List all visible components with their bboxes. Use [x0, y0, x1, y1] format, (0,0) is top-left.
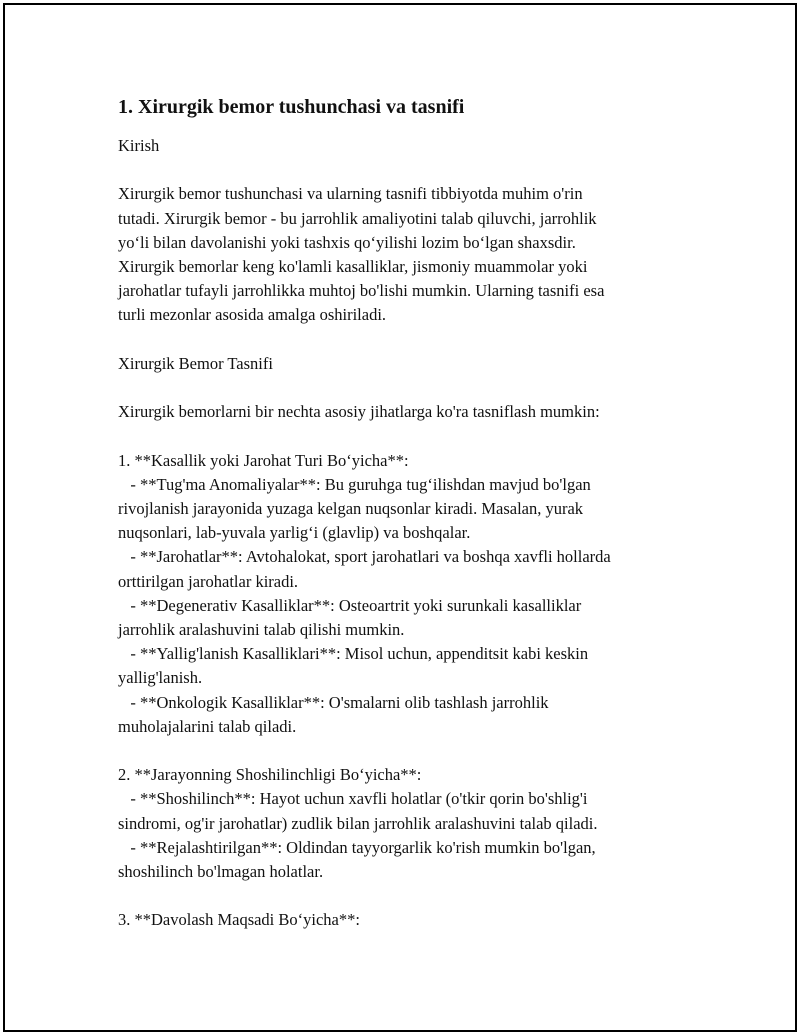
text-line: turli mezonlar asosida amalga oshiriladi.: [118, 305, 387, 325]
list-item: shoshilinch bo'lmagan holatlar.: [118, 862, 324, 882]
list-item: - **Onkologik Kasalliklar**: O'smalarni olib tashlash jarrohlik: [118, 692, 549, 712]
list-item: - **Yallig'lanish Kasalliklari**: Misol uchun, appenditsit kabi keskin: [118, 644, 589, 664]
list-section-2: [118, 763, 688, 884]
list-item: 1. **Kasallik yoki Jarohat Turi Bo‘yicha**:: [118, 450, 409, 470]
list-section-3: [118, 908, 688, 932]
document-title: 1. Xirurgik bemor tushunchasi va tasnifi: [118, 96, 465, 118]
list-item: muholajalarini talab qiladi.: [118, 716, 297, 736]
section-intro: Xirurgik bemorlarni bir nechta asosiy jihatlarga ko'ra tasniflash mumkin:: [118, 402, 600, 422]
list-item: nuqsonlari, lab-yuvala yarlig‘i (glavlip) va boshqalar.: [118, 523, 471, 543]
intro-paragraph: [118, 182, 688, 327]
list-item: - **Rejalashtirilgan**: Oldindan tayyorgarlik ko'rish mumkin bo'lgan,: [118, 837, 596, 857]
document-body: [118, 95, 688, 933]
list-item: - **Jarohatlar**: Avtohalokat, sport jarohatlari va boshqa xavfli hollarda: [118, 547, 611, 567]
intro-heading: Kirish: [118, 136, 160, 155]
list-item: - **Shoshilinch**: Hayot uchun xavfli holatlar (o'tkir qorin bo'shlig'i: [118, 789, 588, 809]
list-item: jarrohlik aralashuvini talab qilishi mumkin.: [118, 620, 405, 639]
text-line: yo‘li bilan davolanishi yoki tashxis qo‘yilishi lozim bo‘lgan shaxsdir.: [118, 232, 576, 252]
list-item: rivojlanish jarayonida yuzaga kelgan nuqsonlar kiradi. Masalan, yurak: [118, 498, 584, 518]
list-item: - **Degenerativ Kasalliklar**: Osteoartrit yoki surunkali kasalliklar: [118, 595, 582, 615]
list-item: sindromi, og'ir jarohatlar) zudlik bilan jarrohlik aralashuvini talab qiladi.: [118, 813, 598, 833]
list-section-1: [118, 449, 688, 739]
list-item: yallig'lanish.: [118, 668, 203, 688]
list-item: 2. **Jarayonning Shoshilinchligi Bo‘yicha**:: [118, 765, 422, 785]
text-line: Xirurgik bemor tushunchasi va ularning tasnifi tibbiyotda muhim o'rin: [118, 184, 583, 204]
list-item: orttirilgan jarohatlar kiradi.: [118, 571, 299, 591]
list-item: 3. **Davolash Maqsadi Bo‘yicha**:: [118, 910, 360, 930]
section-heading: Xirurgik Bemor Tasnifi: [118, 353, 273, 373]
list-item: - **Tug'ma Anomaliyalar**: Bu guruhga tug‘ilishdan mavjud bo'lgan: [118, 474, 591, 494]
text-line: jarohatlar tufayli jarrohlikka muhtoj bo'lishi mumkin. Ularning tasnifi esa: [118, 281, 605, 301]
text-line: Xirurgik bemorlar keng ko'lamli kasalliklar, jismoniy muammolar yoki: [118, 257, 588, 276]
text-line: tutadi. Xirurgik bemor - bu jarrohlik amaliyotini talab qiluvchi, jarrohlik: [118, 208, 597, 228]
